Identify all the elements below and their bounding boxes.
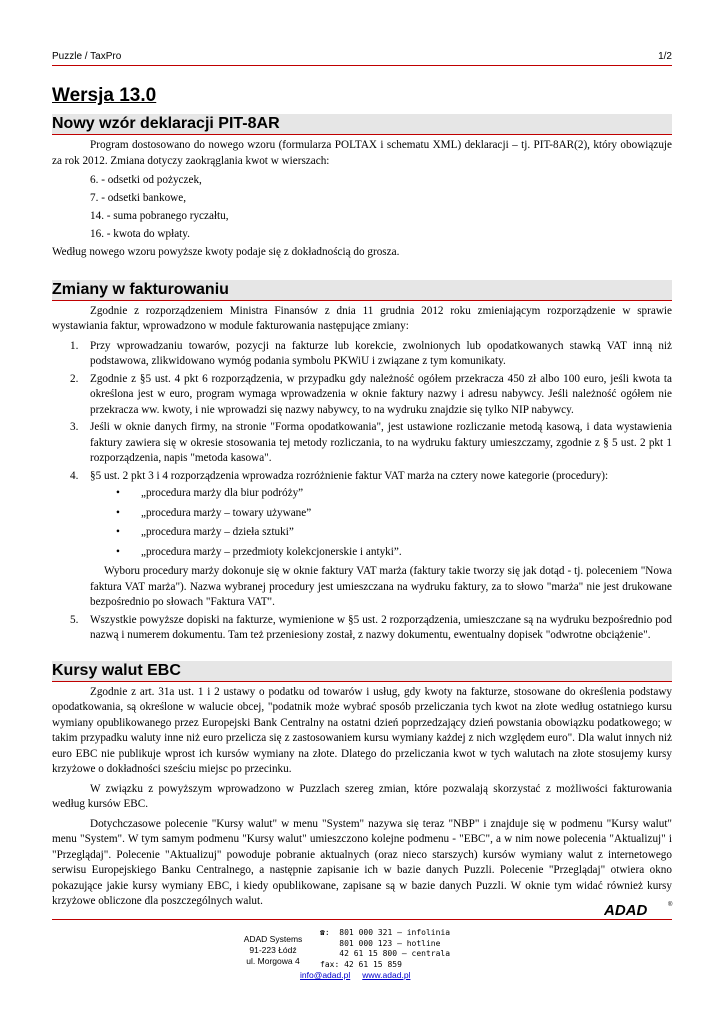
section-title-pit8ar: Nowy wzór deklaracji PIT-8AR	[52, 114, 672, 135]
phone-icon: ☎	[320, 928, 325, 937]
pit-item: 6. - odsetki od pożyczek,	[90, 174, 202, 186]
website-link[interactable]: www.adad.pl	[362, 970, 411, 980]
list-text: §5 ust. 2 pkt 3 i 4 rozporządzenia wprowadza rozróżnienie faktur VAT marża na cztery nowe kategorie (procedury):	[90, 469, 609, 482]
invoicing-changes-list	[52, 339, 672, 644]
version-title: Wersja 13.0	[52, 85, 157, 106]
page-header	[52, 51, 672, 64]
header-divider	[52, 65, 672, 66]
pit-item: 16. - kwota do wpłaty.	[90, 228, 190, 240]
ebc-paragraph: W związku z powyższym wprowadzono w Puzzlach szereg zmian, które pozwalają skorzystać z możliwości fakturowania według kursów EBC.	[52, 782, 672, 810]
list-item	[52, 613, 672, 644]
list-text: Zgodnie z §5 ust. 4 pkt 6 rozporządzenia, w przypadku gdy należność ogółem przekracza 450 zł albo 100 euro, jeśli kwota ta określona jest w euro, program wymaga wprowadzenia w oknie faktury nazwy i adresu nabywcy. Jeśli należność ogółem nie przekracza ww. kwoty, i nie wprowadzi się nazwy nabywcy, to na wydruku znajdzie się tylko NIP nabywcy.	[90, 372, 672, 416]
list-number: 1.	[70, 339, 79, 352]
ebc-paragraph: Zgodnie z art. 31a ust. 1 i 2 ustawy o podatku od towarów i usług, gdy kwoty na fakturze, stosowane do określenia podstawy opodatkowania, są określone w walucie obcej, "podatnik może wybrać sposób przeliczania tych kwot na złote według ostatniego kursu wymiany opublikowanego przez Europejski Bank Centralny na ostatni dzień poprzedzający dzień powstania obowiązku podatkowego; w takim przypadku waluty inne niż euro przelicza się z zastosowaniem kursu wymiany każdej z nich względem euro". Dla walut innych niż euro EBC nie publikuje wprost ich kursów wymiany na złote. Dlatego do przeliczania kwot w tych walutach na złote stosujemy kursy krzyżowe o dokładności sześciu miejsc po przecinku.	[52, 685, 672, 775]
bullet-item: • „procedura marży – dzieła sztuki”	[90, 525, 672, 541]
procedure-bullets	[90, 486, 672, 560]
company-address: ADAD Systems 91-223 Łódź ul. Morgowa 4	[243, 934, 303, 966]
section1-intro: Program dostosowano do nowego wzoru (formularza POLTAX i schematu XML) deklaracji – tj. PIT-8AR(2), który obowiązuje za rok 2012. Zmiana dotyczy zaokrąglania kwot w wierszach:	[52, 139, 672, 167]
list-item	[52, 420, 672, 467]
contact-numbers: ☎: 801 000 321 – infolinia 801 000 123 – hotline 42 61 15 800 – centrala fax: 42 61 15 859	[320, 928, 451, 969]
section2-intro: Zgodnie z rozporządzeniem Ministra Finansów z dnia 11 grudnia 2012 roku zmieniającym rozporządzenie w sprawie wystawiania faktur, wprowadzono w module fakturowania następujące zmiany:	[52, 304, 672, 332]
list-number: 2.	[70, 372, 79, 385]
list-item	[52, 372, 672, 419]
section-title-invoicing: Zmiany w fakturowaniu	[52, 280, 672, 301]
ebc-paragraph: Dotychczasowe polecenie "Kursy walut" w menu "System" nazywa się teraz "NBP" i znajduje się w podmenu "Kursy walut" menu "System". W tym samym podmenu "Kursy walut" umieszczono kolejne podmenu - "EBC", a w nim nowe polecenia "Aktualizuj" i "Przeglądaj". Polecenie "Aktualizuj" powoduje pobranie aktualnych (oraz nieco starszych) kursów wymiany walut z internetowego serwisu Europejskiego Banku Centralnego, a następnie zapisanie ich w bazie danych Puzzli. Polecenie "Przeglądaj" otwiera okno pokazujące jakie kursy wymiany EBC, i kiedy opublikowane, zapisane są w bazie danych Puzzli. W oknie tym widać również kursy krzyżowe obliczone dla poszczególnych walut.	[52, 817, 672, 907]
section-title-ebc-rates: Kursy walut EBC	[52, 661, 672, 682]
bullet-item: • „procedura marży – przedmioty kolekcjonerskie i antyki”.	[90, 545, 672, 561]
list-number: 4.	[70, 469, 79, 482]
document-body	[52, 84, 672, 914]
list-text: Jeśli w oknie danych firmy, na stronie "Forma opodatkowania", jest ustawione rozliczanie metodą kasową, i data wystawienia faktury zawiera się w okresie stosowania tej metody rozliczania, to na wydruku faktury umieszczamy, zgodnie z § 5 ust. 2 pkt 1 rozporządzenia, napis "metoda kasowa".	[90, 421, 672, 464]
pit-item: 14. - suma pobranego ryczałtu,	[90, 210, 229, 222]
pit-item: 7. - odsetki bankowe,	[90, 192, 187, 204]
svg-text:ADAD: ADAD	[604, 902, 648, 918]
bullet-icon: •	[116, 487, 120, 499]
list-text: Przy wprowadzaniu towarów, pozycji na fakturze lub korekcie, zwolnionych lub opodatkowanych stawką VAT inną niż podstawowa, zlikwidowano wymóg podania symbolu PKWiU i związane z tym komunikaty.	[90, 339, 672, 367]
section1-outro: Według nowego wzoru powyższe kwoty podaje się z dokładnością do grosza.	[52, 246, 400, 258]
bullet-icon: •	[116, 526, 120, 538]
bullet-item: • „procedura marży – towary używane”	[90, 506, 672, 522]
header-product: Puzzle / TaxPro	[52, 51, 122, 62]
list-number: 5.	[70, 613, 79, 626]
procedure-note: Wyboru procedury marży dokonuje się w oknie faktury VAT marża (faktury takie tworzy się jak dotąd - tj. poleceniem "Nowa faktura VAT marża"). Nazwa wybranej procedury jest umieszczana na wydruku faktury, za to słowo "marża" nie jest drukowane bezpośrednio po słowach "Faktura VAT".	[90, 565, 672, 608]
bullet-icon: •	[116, 545, 120, 558]
list-item	[52, 469, 672, 611]
header-page-number: 1/2	[658, 51, 672, 62]
list-item	[52, 339, 672, 370]
bullet-icon: •	[116, 506, 120, 519]
list-text: Wszystkie powyższe dopiski na fakturze, wymienione w §5 ust. 2 rozporządzenia, umieszczane są na wydruku bezpośrednio pod nazwą i numerem dokumentu. Tam też przeniesiony został, z nazwy dokumentu, ewentualny dopisek "odwrotne obciążenie".	[90, 613, 672, 641]
adad-logo	[604, 900, 674, 918]
footer-divider	[52, 919, 672, 920]
email-link[interactable]: info@adad.pl	[300, 970, 351, 980]
list-number: 3.	[70, 421, 79, 433]
bullet-item: • „procedura marży dla biur podróży”	[90, 486, 672, 502]
footer-links	[300, 970, 410, 980]
svg-text:®: ®	[668, 902, 673, 908]
